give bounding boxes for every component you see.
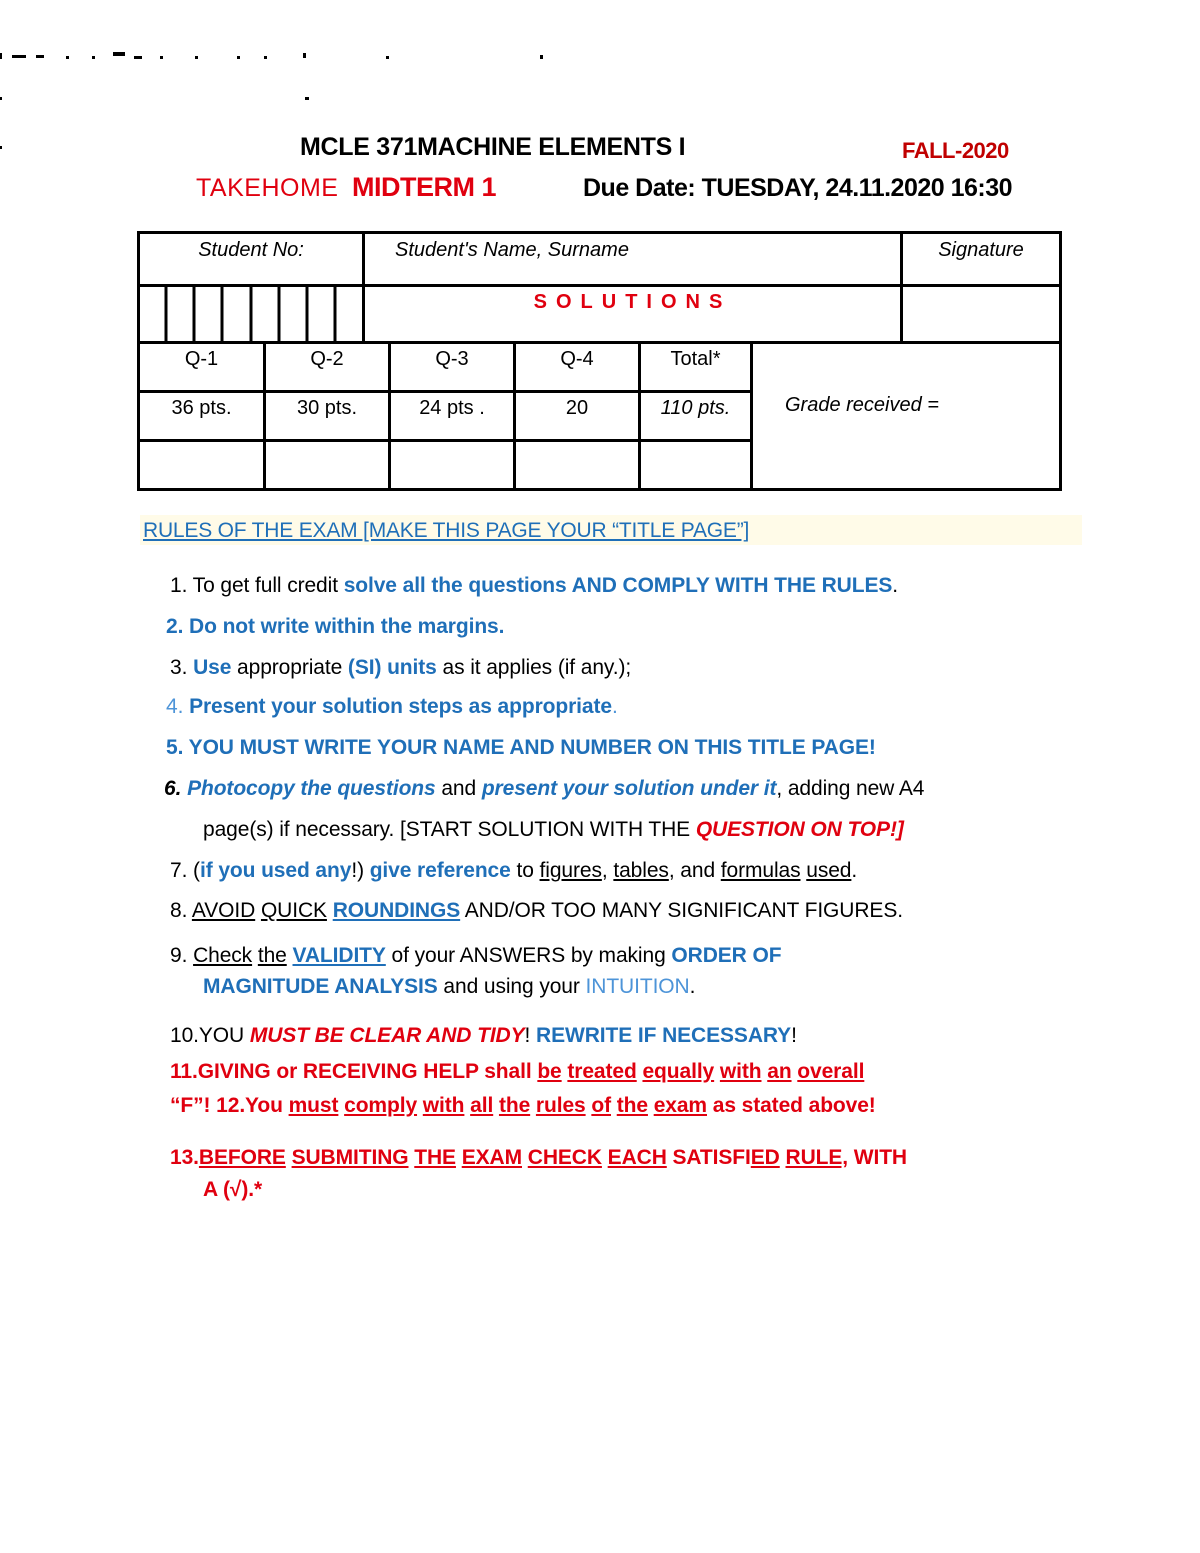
rule-text: ORDER OF [671,944,782,967]
course-title: MCLE 371MACHINE ELEMENTS I [300,133,686,161]
q2-score-field[interactable] [265,441,390,490]
rule-text: EXAM [461,1146,522,1169]
student-no-digit-boxes [140,287,362,341]
rule-text: VALIDITY [292,944,386,967]
scan-artifact [12,55,26,58]
scan-artifact [36,55,44,58]
rule-text: solve all the questions AND COMPLY WITH THE RULES [343,574,893,597]
scan-artifact [0,53,2,59]
signature-field[interactable] [902,286,1061,343]
rule-9-line-1 [170,944,781,968]
rule-text: A (√).* [203,1178,263,1201]
rule-text: present your solution under it [481,777,777,800]
rule-text: , adding new A4 [776,777,925,800]
rule-13-line-1 [170,1146,907,1170]
rule-3 [170,656,631,680]
rule-text: an [767,1060,792,1083]
rule-text: ! [791,1024,797,1047]
scan-artifact [134,56,142,59]
term-label: FALL-2020 [902,138,1009,163]
q1-points: 36 pts. [139,392,265,441]
rule-8 [170,899,903,923]
rule-11-12-line-2 [170,1094,876,1118]
rule-11-line-1 [170,1060,864,1084]
signature-label: Signature [902,233,1061,286]
scan-artifact [92,56,95,59]
scan-artifact [303,53,306,58]
total-points: 110 pts. [640,392,752,441]
rule-7 [170,859,857,883]
rule-text: WITH [848,1146,907,1169]
rule-text: 10.YOU [170,1024,250,1047]
rule-text: Use [193,656,232,679]
q3-points: 24 pts . [390,392,515,441]
rule-text: . [851,859,858,882]
rule-text: all [470,1094,494,1117]
rule-text: . [611,695,618,718]
rule-text: CHECK [527,1146,602,1169]
rule-6-line-2 [203,818,904,842]
scan-artifact [305,97,309,100]
rule-text: the [616,1094,648,1117]
rule-text: 2. Do not write within the margins. [166,615,505,638]
rule-text: give reference [369,859,511,882]
rule-text: equally [642,1060,715,1083]
rule-text: formulas [720,859,801,882]
student-no-field[interactable] [139,286,364,343]
rule-2 [166,615,504,639]
rule-4 [166,695,618,719]
scan-artifact [0,97,2,100]
exam-type: TAKEHOME [196,174,339,202]
due-date: Due Date: TUESDAY, 24.11.2020 16:30 [583,174,1013,202]
name-label: Student's Name, Surname [364,233,902,286]
rule-text: THE [414,1146,456,1169]
rule-text: 6. [164,777,182,800]
rule-text: 5. YOU MUST WRITE YOUR NAME AND NUMBER ON THIS TITLE PAGE! [166,736,876,759]
rule-text: ROUNDINGS [332,899,461,922]
q2-points: 30 pts. [265,392,390,441]
rule-text: treated [567,1060,637,1083]
q1-score-field[interactable] [139,441,265,490]
rule-text: tables [613,859,669,882]
rule-text: REWRITE IF NECESSARY [536,1024,792,1047]
rule-text: 8. [170,899,192,922]
rule-text: of [591,1094,611,1117]
rule-text: . [689,975,696,998]
rule-text: QUICK [260,899,327,922]
scan-artifact [195,56,198,59]
rule-text: 11.GIVING or RECEIVING HELP shall [170,1060,538,1083]
scan-artifact [237,56,240,59]
student-no-label: Student No: [139,233,364,286]
total-label: Total* [640,343,752,392]
rules-title: RULES OF THE EXAM [MAKE THIS PAGE YOUR “TITLE PAGE”] [143,519,750,542]
rule-text: , [601,859,614,882]
q1-label: Q-1 [139,343,265,392]
rule-text: RULE, [785,1146,849,1169]
rule-text: must [288,1094,339,1117]
rule-text: and using your [437,975,586,998]
rule-text: MAGNITUDE ANALYSIS [203,975,438,998]
rule-text: if you used any [199,859,352,882]
rule-text: comply [344,1094,418,1117]
rule-text: as stated above! [707,1094,876,1117]
rule-text: the [498,1094,531,1117]
scan-artifact [540,55,543,59]
student-name-value: SOLUTIONS [364,286,902,343]
rule-text: page(s) if necessary. [START SOLUTION WITH THE [203,818,696,841]
rule-text: and [435,777,482,800]
rule-text: to [510,859,540,882]
q2-label: Q-2 [265,343,390,392]
rule-text: ! [524,1024,537,1047]
rule-text: 3. [170,656,194,679]
rule-text: SATISFI [666,1146,751,1169]
rule-text: (SI) units [347,656,437,679]
rule-text: AVOID [191,899,256,922]
rule-text: ED [750,1146,780,1169]
rule-text: “F”! 12.You [170,1094,289,1117]
rule-text: appropriate [231,656,348,679]
rule-text: , and [668,859,721,882]
rule-text: used [806,859,852,882]
scan-artifact [264,56,267,59]
rule-text: be [537,1060,562,1083]
rule-text: MUST BE CLEAR AND TIDY [249,1024,525,1047]
scan-artifact [160,56,163,59]
rule-10 [170,1024,797,1048]
rule-text: 13. [170,1146,199,1169]
rule-text: the [257,944,287,967]
grades-table [137,341,1062,491]
rule-text: SUBMITING [291,1146,409,1169]
rule-1 [170,574,898,598]
rule-text: as it applies (if any.); [436,656,632,679]
rule-13-line-2 [203,1178,262,1202]
scan-artifact [66,56,69,59]
rule-text: overall [797,1060,865,1083]
rule-5 [166,736,876,760]
rule-text: with [719,1060,762,1083]
rule-text: Photocopy the questions [181,777,436,800]
rule-text: 7. ( [170,859,200,882]
q4-score-field[interactable] [515,441,640,490]
rule-text: figures [539,859,602,882]
rule-9-line-2 [203,975,695,999]
rule-text: Present your solution steps as appropriate [189,695,612,718]
rule-text: AND/OR TOO MANY SIGNIFICANT FIGURES. [460,899,903,922]
rule-text: with [422,1094,465,1117]
q4-points: 20 [515,392,640,441]
rule-6-line-1 [164,777,924,801]
rule-text: rules [535,1094,586,1117]
rule-text: BEFORE [198,1146,286,1169]
rule-text: 9. [170,944,194,967]
scan-artifact [0,146,2,149]
exam-name: MIDTERM 1 [352,172,496,202]
student-info-table [137,231,1062,344]
rule-text: !) [351,859,370,882]
rule-text: . [892,574,899,597]
rule-text: 4. [166,695,190,718]
rule-text: exam [653,1094,707,1117]
rule-text: 1. To get full credit [170,574,344,597]
scan-artifact [113,52,125,56]
q3-label: Q-3 [390,343,515,392]
scan-artifact [386,56,389,59]
rule-text: QUESTION ON TOP!] [695,818,904,841]
total-score-field[interactable] [640,441,752,490]
rule-text: INTUITION [585,975,690,998]
q4-label: Q-4 [515,343,640,392]
q3-score-field[interactable] [390,441,515,490]
rule-text: Check [193,944,253,967]
rule-text: EACH [607,1146,667,1169]
grade-received-label: Grade received = [752,343,1061,490]
rule-text: of your ANSWERS by making [385,944,672,967]
